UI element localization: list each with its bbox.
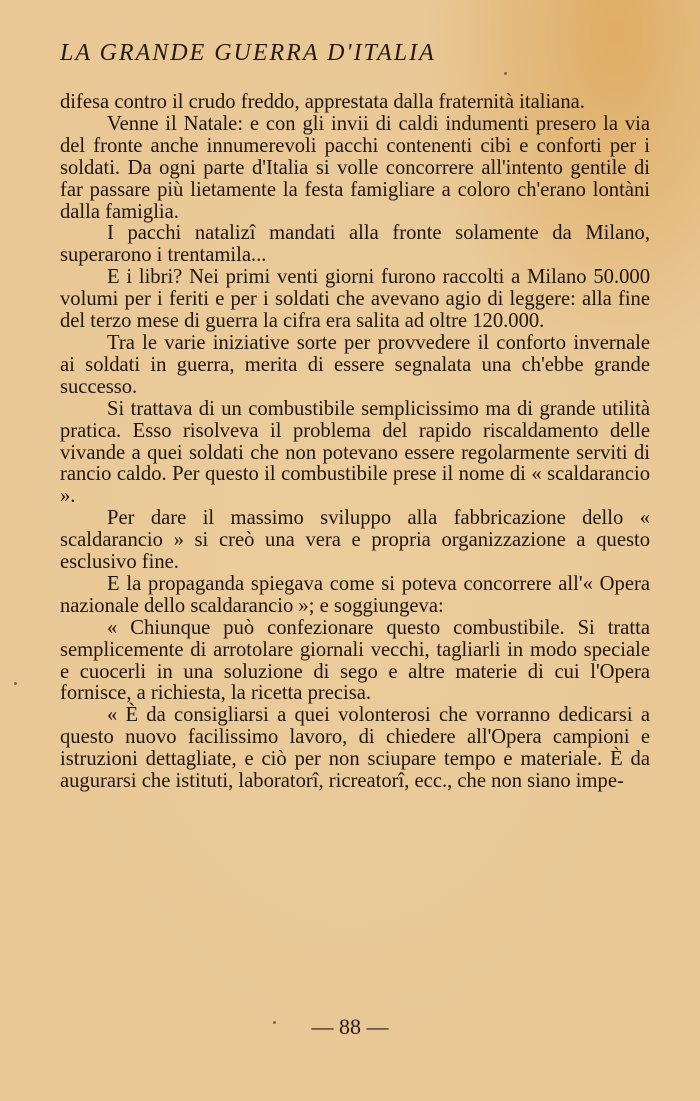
paragraph: Venne il Natale: e con gli invii di caldi indumenti presero la via del fronte anche innumerevoli pacchi contenenti cibi e conforti per i soldati. Da ogni parte d'Italia si volle concorrere all'intento gentile di far passare più lietamente la festa famigliare a coloro ch'erano lontàni dalla famiglia. [60,112,650,223]
paragraph: E i libri? Nei primi venti giorni furono raccolti a Milano 50.000 volumi per i feriti e per i soldati che avevano agio di leggere: alla fine del terzo mese di guerra la cifra era salita ad oltre 120.000. [60,266,650,333]
paragraph: Per dare il massimo sviluppo alla fabbricazione dello « scaldarancio » si creò una vera e propria organizzazione a questo esclusivo fine. [60,507,650,574]
paragraph: I pacchi natalizî mandati alla fronte solamente da Milano, superarono i trentamila... [60,222,650,267]
paragraph: E la propaganda spiegava come si poteva concorrere all'« Opera nazionale dello scaldarancio »; e soggiungeva: [60,572,650,617]
body-text [60,92,650,793]
paper-speck [14,682,17,685]
paragraph: difesa contro il crudo freddo, apprestata dalla fraternità italiana. [60,91,585,113]
paragraph: « Chiunque può confezionare questo combustibile. Si tratta semplicemente di arrotolare giornali vecchi, tagliarli in modo speciale e cuocerli in una soluzione di sego e altre materie di cui l'Opera fornisce, a richiesta, la ricetta precisa. [60,616,650,705]
paper-speck [273,1021,276,1024]
page-number: — 88 — [311,1014,389,1039]
paper-speck [504,72,507,75]
paragraph: Si trattava di un combustibile semplicissimo ma di grande utilità pratica. Esso risolveva il problema del rapido riscaldamento delle vivande a quei soldati che non potevano essere regolarmente serviti di rancio caldo. Per questo il combustibile prese il nome di « scaldarancio ». [60,397,650,508]
running-head-title: LA GRANDE GUERRA D'ITALIA [60,40,436,66]
paragraph: « È da consigliarsi a quei volonterosi che vorranno dedicarsi a questo nuovo facilissimo lavoro, di chiedere all'Opera campioni e istruzioni dettagliate, e ciò per non sciupare tempo e materiale. È da augurarsi che istituti, laboratorî, ricreatorî, ecc., che non siano impe- [60,704,650,793]
paragraph: Tra le varie iniziative sorte per provvedere il conforto invernale ai soldati in guerra, merita di essere segnalata una ch'ebbe grande successo. [60,331,650,398]
